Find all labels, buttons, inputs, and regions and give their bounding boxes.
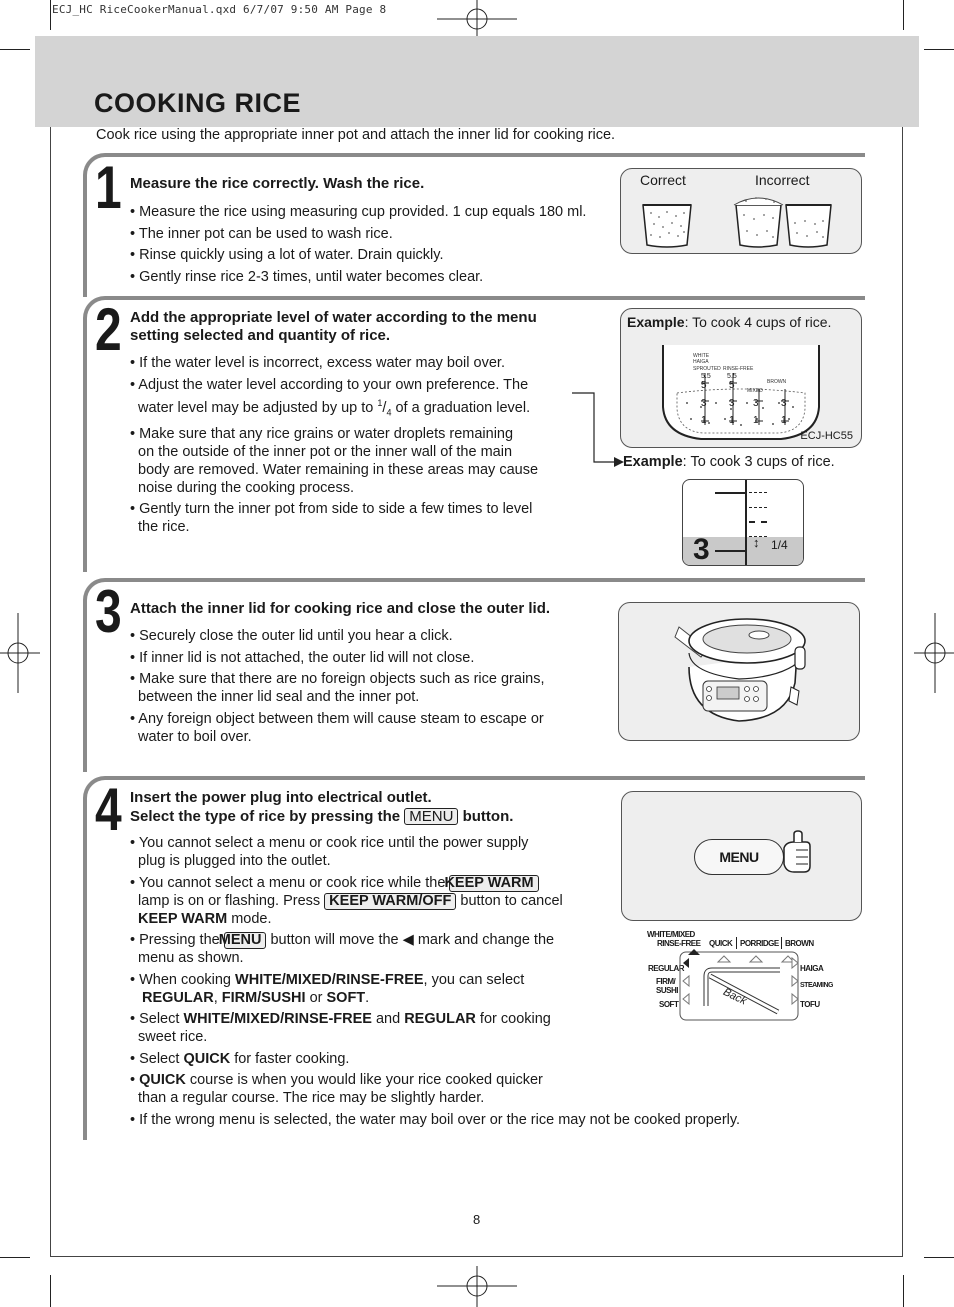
- bullet: [130, 1050, 810, 1068]
- registration-mark-right: [914, 613, 954, 693]
- bullet-text: and: [371, 1011, 405, 1027]
- gauge-tick: [715, 492, 745, 494]
- bullet-continuation: between the inner lid seal and the inner pot.: [138, 689, 420, 705]
- marker-arrow-icon: ◀: [402, 932, 414, 948]
- step-1-number: 1: [95, 154, 120, 221]
- pot-gauge-5-5: 5.5: [701, 373, 711, 380]
- crop-mark: [0, 1257, 30, 1258]
- heading-line: Add the appropriate level of water according to the menu: [130, 309, 537, 326]
- pot-label-haiga: HAIGA: [693, 359, 709, 365]
- intro-text: Cook rice using the appropriate inner pot and attach the inner lid for cooking rice.: [96, 127, 616, 143]
- bullet: • If the water level is incorrect, excess water may boil over.: [130, 355, 505, 371]
- bullet-text: lamp is on or flashing. Press: [138, 892, 325, 909]
- pot-gauge-1: 1: [753, 415, 759, 426]
- heading-text: Select the type of rice by pressing the: [130, 808, 405, 825]
- bullet-continuation: menu as shown.: [138, 950, 244, 966]
- gauge-line: [745, 480, 747, 565]
- gauge-tick: [715, 550, 745, 552]
- rice-cooker-figure: [618, 602, 860, 741]
- bullet-text: .: [365, 989, 370, 1006]
- bullet-text: water level may be adjusted by up to: [138, 399, 378, 416]
- bullet-text: • Adjust the water level according to your own preference. The: [130, 376, 529, 393]
- bullet: • If inner lid is not attached, the outer lid will not close.: [130, 649, 475, 666]
- registration-mark-bottom: [437, 1266, 517, 1307]
- callout-arrow: [570, 390, 626, 470]
- model-label: ECJ-HC55: [800, 430, 853, 442]
- fraction-denominator: 4: [386, 407, 392, 418]
- panel-label-brown: BROWN: [785, 939, 814, 948]
- pot-gauge-5: 5: [701, 380, 707, 391]
- crop-mark: [903, 1275, 904, 1307]
- bullet-text: course is when you would like your rice cooked quicker: [185, 1072, 543, 1088]
- bullet-text: , you can select: [423, 971, 525, 988]
- registration-mark-left: [0, 613, 40, 693]
- step-2-heading: [130, 309, 600, 345]
- bullet-text: mark and change the: [413, 932, 555, 948]
- bullet-text: for cooking: [475, 1011, 551, 1027]
- bullet-continuation: plug is plugged into the outlet.: [138, 853, 331, 869]
- menu-cycle-diagram: [640, 928, 850, 1024]
- panel-label-regular: REGULAR: [648, 964, 685, 973]
- pot-label-sprouted: SPROUTED: [693, 366, 721, 372]
- gauge-dash: [749, 507, 767, 508]
- bullet: • The inner pot can be used to wash rice.: [130, 225, 393, 242]
- measuring-cups-illustration: [621, 191, 861, 251]
- rice-cooker-icon: [619, 603, 859, 740]
- menu-button-figure: [621, 791, 862, 921]
- gauge-dash: [749, 492, 767, 493]
- step-3-number: 3: [95, 578, 120, 645]
- example-text: : To cook 4 cups of rice.: [684, 314, 832, 330]
- bullet-bold: REGULAR: [142, 989, 214, 1006]
- bullet-bold: REGULAR: [404, 1011, 476, 1027]
- panel-label-tofu: TOFU: [800, 1000, 820, 1009]
- bullet-bold: SOFT: [326, 989, 366, 1006]
- example-text: : To cook 3 cups of rice.: [682, 454, 835, 470]
- fraction-numerator: 1: [377, 397, 383, 408]
- panel-label-sushi: SUSHI: [656, 986, 678, 995]
- example-caption: [627, 314, 831, 330]
- cup-correct-icon: [643, 205, 691, 247]
- cup-overfilled-icon: [734, 197, 783, 247]
- heading-line: Insert the power plug into electrical outlet.: [130, 789, 432, 806]
- step-4-heading: [130, 789, 610, 826]
- cup-underfilled-icon: [786, 205, 831, 247]
- incorrect-label: Incorrect: [755, 172, 810, 188]
- bullet: • Rinse quickly using a lot of water. Drain quickly.: [130, 247, 444, 263]
- bullet: • Gently turn the inner pot from side to side a few times to level: [130, 501, 533, 518]
- bullet-text: •: [130, 1072, 140, 1088]
- file-slug: ECJ_HC RiceCookerManual.qxd 6/7/07 9:50 AM Page 8: [52, 3, 387, 16]
- bullet: • Measure the rice using measuring cup provided. 1 cup equals 180 ml.: [130, 204, 587, 220]
- gauge-number: 3: [693, 533, 710, 566]
- bullet-text: • Pressing the: [130, 932, 224, 948]
- pot-gauge-1: 1: [729, 415, 735, 426]
- correct-label: Correct: [640, 172, 686, 188]
- pot-label-mixed: MIXED: [747, 388, 763, 394]
- pot-gauge-5-5: 5.5: [727, 373, 737, 380]
- step-4-number: 4: [95, 776, 120, 843]
- pot-gauge-3: 3: [781, 398, 787, 409]
- menu-button-label: MENU: [404, 808, 458, 825]
- bullet: • Gently rinse rice 2-3 times, until water becomes clear.: [130, 268, 484, 285]
- bullet: • Securely close the outer lid until you hear a click.: [130, 628, 453, 644]
- bullet-continuation: than a regular course. The rice may be slightly harder.: [138, 1090, 485, 1106]
- bullet-continuation: on the outside of the inner pot or the inner wall of the main: [138, 443, 513, 460]
- gauge-dash: [749, 521, 767, 523]
- page-number: 8: [473, 1212, 481, 1227]
- pot-gauge-5: 5: [729, 380, 735, 391]
- pot-gauge-3: 3: [753, 398, 759, 409]
- step-3-heading: Attach the inner lid for cooking rice and close the outer lid.: [130, 600, 551, 617]
- crop-mark: [50, 0, 51, 30]
- panel-label-haiga: HAIGA: [800, 964, 824, 973]
- bullet: • Make sure that any rice grains or water droplets remaining: [130, 425, 514, 442]
- pot-gauge-3: 3: [729, 398, 735, 409]
- bullet-text: • You cannot select a menu or cook rice while the: [130, 874, 450, 891]
- panel-label-rinse-free: RINSE-FREE: [657, 939, 701, 948]
- bullet: • You cannot select a menu or cook rice until the power supply: [130, 835, 529, 851]
- bullet: • If the wrong menu is selected, the water may boil over or the rice may not be cooked properly.: [130, 1111, 741, 1128]
- page-title: COOKING RICE: [94, 88, 302, 118]
- crop-mark: [924, 1257, 954, 1258]
- step-1-bullets: [130, 203, 620, 289]
- pot-gauge-1: 1: [781, 415, 787, 426]
- bullet-continuation: body are removed. Water remaining in these areas may cause: [138, 461, 539, 478]
- bullet-text: mode.: [227, 910, 272, 927]
- bullet-continuation: the rice.: [138, 519, 190, 536]
- step-1-heading: Measure the rice correctly. Wash the rice.: [130, 175, 425, 192]
- step-3-bullets: [130, 627, 600, 749]
- panel-label-steaming: STEAMING: [800, 982, 833, 989]
- bullet-text: of a graduation level.: [391, 399, 531, 416]
- bullet-bold: WHITE/MIXED/RINSE-FREE: [235, 971, 424, 988]
- pot-gauge-3: 3: [701, 398, 707, 409]
- crop-mark: [924, 49, 954, 50]
- panel-label-back: Back: [721, 986, 749, 1008]
- panel-label-porridge: PORRIDGE: [740, 939, 779, 948]
- bullet-bold: KEEP WARM: [138, 910, 228, 927]
- gauge-closeup: [682, 479, 804, 566]
- crop-mark: [50, 1275, 51, 1307]
- adjust-arrow-icon: ↕: [753, 535, 760, 550]
- water-level-figure: [620, 308, 862, 448]
- step-2-bullets: [130, 354, 600, 540]
- example-label: Example: [623, 454, 683, 470]
- panel-label-quick: QUICK: [709, 939, 733, 948]
- bullet-text: • When cooking: [130, 971, 236, 988]
- heading-line: setting selected and quantity of rice.: [130, 327, 391, 344]
- menu-panel-diagram: [640, 928, 850, 1024]
- bullet-text: • Select: [130, 1011, 184, 1027]
- example-caption-2: [623, 454, 835, 470]
- bullet: [130, 1071, 810, 1089]
- bullet-text: • Select: [130, 1050, 184, 1067]
- panel-label-soft: SOFT: [659, 1000, 679, 1009]
- bullet-continuation: water to boil over.: [138, 728, 252, 745]
- bullet: • Make sure that there are no foreign objects such as rice grains,: [130, 671, 545, 687]
- menu-button: MENU: [694, 839, 784, 875]
- bullet-continuation: sweet rice.: [138, 1029, 208, 1045]
- pot-gauge-1: 1: [701, 415, 707, 426]
- crop-mark: [0, 49, 30, 50]
- bullet-bold: WHITE/MIXED/RINSE-FREE: [183, 1011, 372, 1027]
- pressing-finger-icon: [780, 830, 816, 876]
- pot-label-white: WHITE: [693, 353, 710, 359]
- bullet-text: for faster cooking.: [230, 1050, 350, 1067]
- registration-mark-top: [437, 0, 517, 40]
- example-label: Example: [627, 314, 685, 330]
- crop-mark: [903, 0, 904, 30]
- gauge-fraction: 1/4: [771, 538, 788, 552]
- bullet-continuation: water level may be adjusted by up to $^1/_4$ of a graduation level.: [138, 397, 531, 418]
- measure-figure: [620, 168, 862, 254]
- menu-button-label: MENU: [224, 932, 267, 949]
- bullet-text: button will move the: [266, 932, 403, 948]
- panel-label-white-mixed: WHITE/MIXED: [647, 930, 695, 939]
- heading-text: button.: [458, 808, 514, 825]
- bullet-bold: QUICK: [183, 1050, 231, 1067]
- bullet-bold: FIRM/SUSHI: [221, 989, 306, 1006]
- keep-warm-label: KEEP WARM: [449, 875, 538, 892]
- bullet: [130, 376, 600, 394]
- pot-label-brown: BROWN: [767, 379, 787, 385]
- bullet-continuation: noise during the cooking process.: [138, 479, 355, 496]
- keep-warm-off-label: KEEP WARM/OFF: [324, 893, 456, 910]
- step-2-number: 2: [95, 296, 120, 363]
- pot-label-rinse-free: RINSE-FREE: [723, 366, 754, 372]
- bullet: • Any foreign object between them will cause steam to escape or: [130, 710, 544, 727]
- heading-line: [130, 808, 610, 826]
- bullet-bold: QUICK: [139, 1072, 186, 1088]
- bullet-text: or: [305, 989, 327, 1006]
- panel-label-firm: FIRM/: [656, 977, 676, 986]
- bullet-text: ,: [213, 989, 222, 1006]
- bullet-text: button to cancel: [456, 892, 563, 909]
